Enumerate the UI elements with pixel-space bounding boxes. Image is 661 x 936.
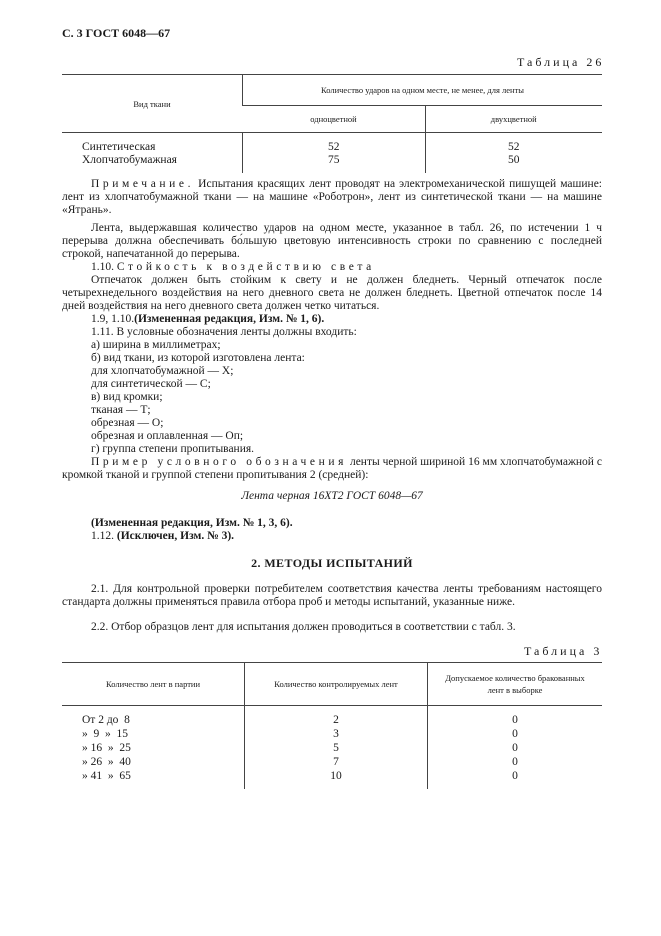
list-item: а) ширина в миллиметрах; [91, 339, 221, 351]
cell-range: » 41 » 65 [82, 770, 131, 782]
revision-note-1-9 [91, 313, 324, 326]
cell-controlled: 3 [245, 727, 428, 741]
table-row [62, 755, 602, 769]
section-number: 1.10. [91, 261, 114, 273]
cell-double: 52 [425, 133, 602, 155]
list-item: обрезная — О; [91, 417, 164, 429]
cell-rejected: 0 [428, 741, 603, 755]
list-item: тканая — Т; [91, 404, 151, 416]
page-header: С. 3 ГОСТ 6048—67 [62, 26, 171, 40]
table26-caption: Таблица 26 [517, 55, 605, 69]
paragraph-tape: Лента, выдержавшая количество ударов на одном месте, указанное в табл. 26, по истечении 1 ч перерыва должна обеспечивать бо́льшую цветовую интенсивность строки по сравнению с последней строкой, напечатанной до перерыва. [62, 222, 602, 260]
col-header-type: Вид ткани [62, 75, 243, 133]
designation-list [91, 339, 305, 456]
table3-caption: Таблица 3 [524, 644, 603, 658]
table-3 [62, 662, 602, 789]
paragraph-2-1: 2.1. Для контрольной проверки потребителем соответствия качества ленты требованиям настоящего стандарта должны применяться правила отбора проб и методы испытаний, указанные ниже. [62, 583, 602, 608]
revision-text: (Измененная редакция, Изм. № 1, 6). [134, 313, 325, 325]
section-2-heading: 2. МЕТОДЫ ИСПЫТАНИЙ [251, 556, 413, 570]
cell-range: » 26 » 40 [82, 756, 131, 768]
section-1-10-text: Отпечаток должен быть стойким к свету и не должен бледнеть. Черный отпечаток после четырехнедельного воздействия на него дневного света не должен бледнеть. Цветной отпечаток после 14 дней воздействия на него дневного света должен четко читаться. [62, 274, 602, 312]
cell-rejected: 0 [428, 727, 603, 741]
example-label: Пример условного обозначения [91, 456, 348, 468]
cell-controlled: 7 [245, 755, 428, 769]
table-row [62, 727, 602, 741]
section-number: 1.12. [91, 530, 114, 542]
note-label: Примечание. [91, 178, 195, 190]
section-number: 1.9, 1.10. [91, 313, 135, 325]
col-header-rejected: Допускаемое количество бракованных лент в выборке [428, 663, 603, 706]
paragraph-2-2: 2.2. Отбор образцов лент для испытания должен проводиться в соответствии с табл. 3. [91, 621, 516, 633]
note-text: Испытания красящих лент проводят на электромеханической пишущей машине: лент из хлопчатобумажной ткани — на машине «Роботрон», лент из синтетической ткани — на машине «Ятрань». [62, 178, 602, 216]
table-row [62, 769, 602, 789]
example-paragraph [62, 456, 602, 482]
cell-rejected: 0 [428, 706, 603, 728]
revision-note-1-11: (Измененная редакция, Изм. № 1, 3, 6). [91, 517, 293, 529]
list-item: б) вид ткани, из которой изготовлена лента: [91, 352, 305, 364]
cell-rejected: 0 [428, 769, 603, 789]
col-header-group: Количество ударов на одном месте, не менее, для ленты [243, 75, 603, 106]
example-text: ленты черной шириной 16 мм хлопчатобумажной с кромкой тканой и группой степени пропитывания 2 (средней): [62, 456, 602, 481]
section-title: Стойкость к воздействию света [116, 261, 375, 273]
cell-single: 52 [243, 133, 426, 155]
table26-note [62, 178, 602, 217]
table-row [62, 706, 602, 728]
list-item: в) вид кромки; [91, 391, 163, 403]
table-row [62, 154, 602, 173]
cell-type: Хлопчатобумажная [82, 154, 177, 166]
list-item: обрезная и оплавленная — Оп; [91, 430, 244, 442]
cell-controlled: 5 [245, 741, 428, 755]
cell-type: Синтетическая [82, 141, 156, 153]
section-1-10-heading [91, 261, 375, 274]
cell-range: » 16 » 25 [82, 742, 131, 754]
list-item: для синтетической — С; [91, 378, 211, 390]
cell-double: 50 [425, 154, 602, 173]
col-header-single: одноцветной [243, 106, 426, 133]
example-designation: Лента черная 16ХТ2 ГОСТ 6048—67 [241, 490, 423, 502]
list-item: г) группа степени пропитывания. [91, 443, 255, 455]
section-1-12 [91, 530, 234, 543]
list-item: для хлопчатобумажной — Х; [91, 365, 234, 377]
cell-controlled: 2 [245, 706, 428, 728]
section-1-11-intro: 1.11. В условные обозначения ленты должны входить: [91, 326, 357, 338]
revision-text: (Исключен, Изм. № 3). [116, 530, 235, 542]
table-26 [62, 74, 602, 173]
col-header-controlled: Количество контролируемых лент [245, 663, 428, 706]
cell-single: 75 [243, 154, 426, 173]
cell-range: » 9 » 15 [82, 728, 128, 740]
cell-range: От 2 до 8 [82, 714, 130, 726]
table-row [62, 741, 602, 755]
cell-controlled: 10 [245, 769, 428, 789]
table-row [62, 133, 602, 155]
col-header-double: двухцветной [425, 106, 602, 133]
col-header-batch: Количество лент в партии [62, 663, 245, 706]
cell-rejected: 0 [428, 755, 603, 769]
